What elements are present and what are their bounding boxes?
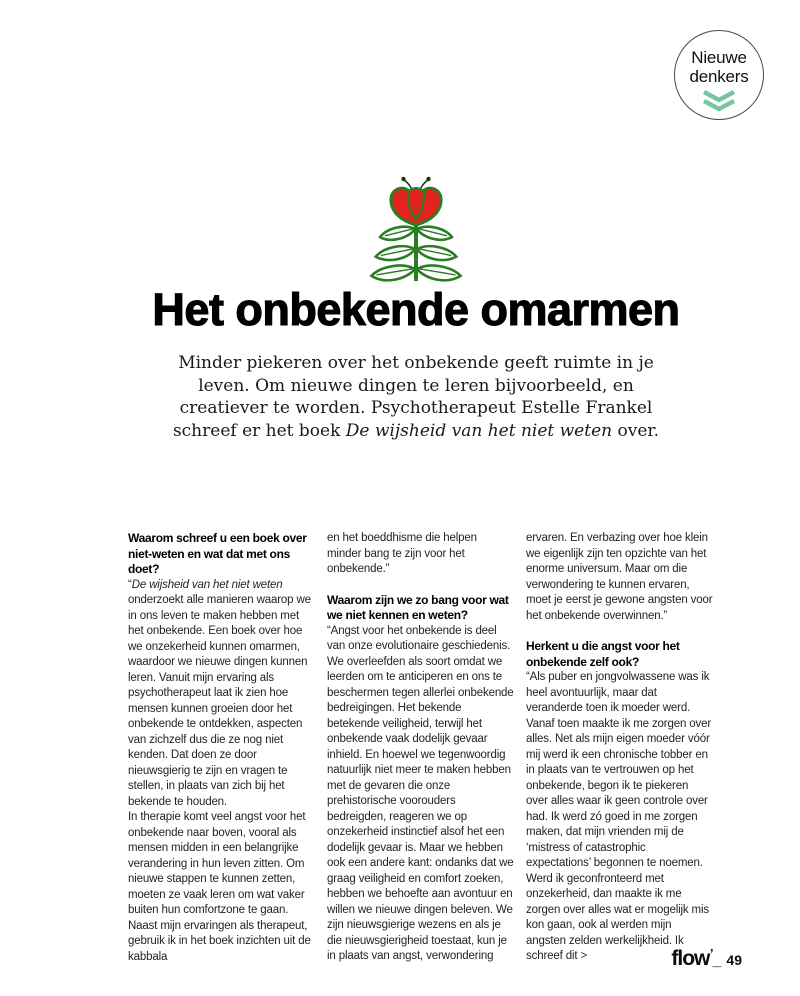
- body-paragraph: ervaren. En verbazing over hoe klein we eigenlijk zijn ten opzichte van het enorme universum. Maar om die verwondering te kunnen ervaren, moet je eerst je gewone angsten voor het onbekende overwinnen.”: [526, 532, 713, 622]
- article-title: Het onbekende omarmen: [152, 284, 680, 335]
- flow-logo-text: flow: [671, 947, 710, 970]
- flow-logo-mark: ’: [709, 946, 713, 961]
- body-paragraph: en het boeddhisme die helpen minder bang te zijn voor het onbekende.”: [327, 532, 477, 575]
- column-2: [327, 531, 514, 965]
- badge-label-line2: denkers: [689, 67, 749, 86]
- double-chevron-down-icon: [701, 89, 737, 112]
- column-1: [128, 531, 315, 965]
- flow-logo-underscore: _: [712, 952, 722, 969]
- badge-label-line1: Nieuwe: [691, 48, 747, 67]
- article-content: [128, 0, 713, 965]
- body-paragraph: “De wijsheid van het niet weten onderzoekt alle manieren waarop we in ons leven te maken hebben met het onbekende. Een boek over hoe we onzekerheid kunnen omarmen, waardoor we nieuwe dingen kunnen leren. Vanuit mijn ervaring als psychotherapeut laat ik zien hoe mensen kunnen groeien door het onbekende te ontdekken, aspecten van zichzelf dus die ze nog niet kenden. Dat doen ze door nieuwsgierig te zijn en vragen te stellen, in plaats van zich bij het bekende te houden.: [128, 578, 311, 808]
- body-paragraph: “Angst voor het onbekende is deel van onze evolutionaire geschiedenis. We overleefden als soort omdat we leerden om te anticiperen en ons te beschermen tegen allerlei onbekende bedreigingen. Het bekende betekende veiligheid, terwijl het onbekende vaak dodelijk gevaar inhield. En hoewel we tegenwoordig natuurlijk niet meer te maken hebben met de gevaren die onze prehistorische voorouders bedreigden, reageren we op onzekerheid instinctief alsof het een dodelijk gevaar is. Maar we hebben ook een andere kant: ondanks dat we graag veiligheid en comfort zoeken, hebben we behoefte aan avontuur en willen we nieuwe dingen beleven. We zijn nieuwsgierige wezens en als je die nieuwsgierigheid toestaat, kun je in plaats van angst, verwondering: [327, 624, 514, 962]
- intro-standfirst: Minder piekeren over het onbekende geeft ruimte in je leven. Om nieuwe dingen te leren bijvoorbeeld, en creatiever te worden. Psychotherapeut Estelle Frankel schreef er het boek De wijsheid van het niet weten over.: [172, 353, 660, 441]
- question-heading: Herkent u die angst voor het onbekende zelf ook?: [526, 639, 680, 669]
- column-3: [526, 531, 713, 965]
- page-footer: [671, 946, 742, 971]
- page-number: 49: [726, 952, 742, 968]
- body-paragraph: “Als puber en jongvolwassene was ik heel avontuurlijk, maar dat veranderde toen ik moeder werd. Vanaf toen maakte ik me zorgen over alles. Net als mijn eigen moeder vóór mij werd ik een chronische tobber en in plaats van te vertrouwen op het onbekende, begon ik te piekeren over alles waar ik geen controle over had. Ik werd zó goed in me zorgen maken, dat mijn vrienden mij de ‘mistress of catastrophic expectations’ begonnen te noemen. Werd ik geconfronteerd met onzekerheid, dan maakte ik me zorgen over alles wat er mogelijk mis kon gaan, ook al werden mijn angsten zelden werkelijkheid. Ik schreef dit >: [526, 671, 712, 962]
- red-flower-icon: [366, 173, 466, 283]
- continued-marker: >: [577, 950, 588, 962]
- question-heading: Waarom schreef u een boek over niet-weten en wat dat met ons doet?: [128, 531, 307, 576]
- flower-illustration: [128, 173, 704, 283]
- article-columns: [128, 531, 713, 965]
- question-heading: Waarom zijn we zo bang voor wat we niet kennen en weten?: [327, 592, 509, 622]
- flow-logo: [671, 946, 721, 971]
- body-paragraph: In therapie komt veel angst voor het onbekende naar boven, vooral als mensen midden in een belangrijke verandering in hun leven zitten. Om nieuwe stappen te kunnen zetten, moeten ze vaak leren om wat vaker buiten hun comfortzone te gaan. Naast mijn ervaringen als therapeut, gebruik ik in het boek inzichten uit de kabbala: [128, 811, 311, 963]
